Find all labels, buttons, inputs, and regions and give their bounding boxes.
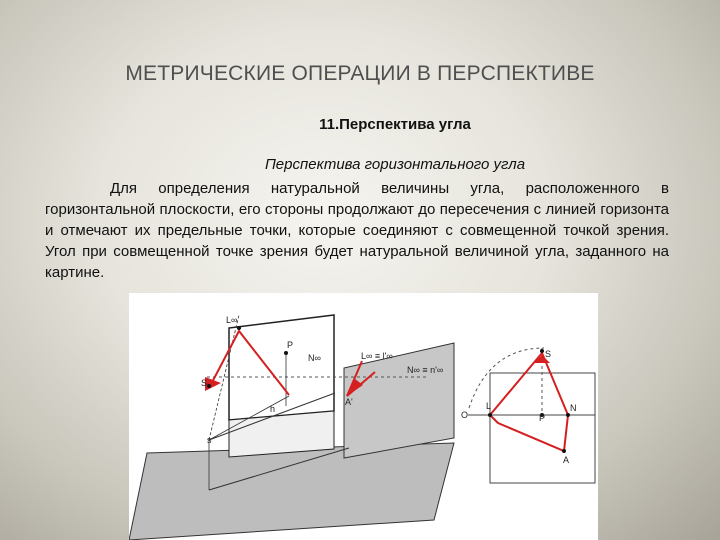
label-n-right: N bbox=[570, 403, 577, 413]
ground-plane bbox=[129, 443, 454, 540]
label-s-right: S bbox=[545, 349, 552, 359]
perspective-figure bbox=[129, 293, 598, 540]
point-n-right bbox=[566, 413, 570, 417]
label-ninf: N∞ bbox=[308, 353, 321, 363]
label-p: P bbox=[287, 340, 294, 350]
label-p-right: P bbox=[539, 413, 546, 423]
label-o-right: O bbox=[461, 410, 469, 420]
body-paragraph: Для определения натуральной величины угла, расположенного в горизонтальной плоскости, его стороны продолжают до пересечения с линией горизонта и отмечают их предельные точки, которые соединяют с совмещенной точкой зрения. Угол при совмещенной точке зрения будет натуральной величиной угла, заданного на картине. bbox=[45, 180, 669, 281]
figure-drawing bbox=[129, 293, 598, 540]
picture-plane bbox=[229, 315, 334, 420]
point-linf bbox=[237, 326, 241, 330]
slide-title: МЕТРИЧЕСКИЕ ОПЕРАЦИИ В ПЕРСПЕКТИВЕ bbox=[125, 62, 595, 85]
label-s-bottom: s bbox=[207, 435, 212, 445]
point-p bbox=[284, 351, 288, 355]
label-linf: L∞ bbox=[226, 315, 238, 325]
label-a-prime: A' bbox=[345, 397, 353, 407]
section-heading: Перспектива горизонтального угла bbox=[264, 156, 526, 173]
label-l-eq: L∞ ≡ l'∞ bbox=[361, 351, 393, 361]
point-l-right bbox=[488, 413, 492, 417]
point-s-right bbox=[540, 349, 544, 353]
slide-subtitle: 11.Перспектива угла bbox=[319, 116, 471, 133]
point-s bbox=[207, 384, 211, 388]
label-h: h bbox=[270, 404, 276, 414]
label-s: S bbox=[201, 378, 208, 388]
label-n-eq: N∞ ≡ n'∞ bbox=[407, 365, 444, 375]
right-frame bbox=[490, 373, 595, 483]
label-a-right: A bbox=[563, 455, 570, 465]
label-l-right: L bbox=[486, 401, 492, 411]
point-a-right bbox=[562, 449, 566, 453]
